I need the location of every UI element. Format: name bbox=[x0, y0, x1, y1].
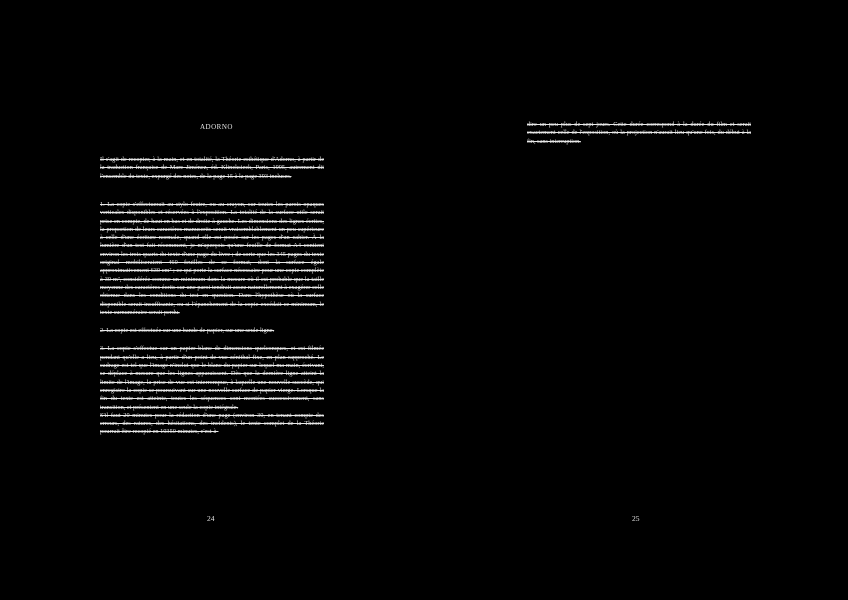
continuation-text: dire un peu plus de sept jours. Cette durée correspond à la durée du film et serait exactement celle de l'exposition, où la projection n'aurait lieu qu'une fois, du début à la fin, sans interruption. bbox=[527, 121, 751, 145]
page-number-left: 24 bbox=[207, 514, 215, 523]
paragraph-3: 3. La copie s'effectue sur un papier blanc de dimensions quelconques, et est filmée pendant qu'elle a lieu, à partir d'un point de vue zénithal fixe, en plan rapproché. Le cadrage est tel que l'image n'inclut que le blanc du papier sur lequel ma main, écrivant, se déplace à mesure que les lignes apparaissent. Dès que la dernière ligne atteint la limite de l'image, la prise de vue est interrompue, à laquelle une nouvelle succède, qui enregistre la copie se poursuivant sur une nouvelle surface de papier vierge. Lorsque la fin du texte est atteinte, toutes les séquences sont montées successivement, sans transition, et présentent en une seule la copie intégrale. bbox=[100, 345, 324, 411]
intro-paragraph bbox=[100, 156, 324, 181]
running-head: ADORNO bbox=[200, 123, 233, 131]
body-text bbox=[100, 201, 324, 437]
right-page bbox=[424, 0, 848, 600]
paragraph-1: 1. La copie s'effectuerait au stylo feutre, ou au crayon, sur toutes les parois opaques verticales disponibles et réservées à l'exposition. La totalité de la surface utile serait prise en compte, de haut en bas et de droite à gauche. Les dimensions des lignes écrites, la proportion de leurs caractères manuscrits serait vraisemblablement un peu supérieure à celle d'une écriture normale, quand elle est posée sur les pages d'un cahier. À la lumière d'un test fait récemment, je m'aperçois qu'une feuille de format A4 contient environ les trois quarts du texte d'une page du livre ; de sorte que les 345 pages du texte original mobiliseraient 460 feuilles de ce format, dont la surface égale approximativement 630 cm² ; ce qui porte la surface nécessaire pour une copie complète à 30 m², considérée comme un minimum dans la mesure où il est probable que la taille moyenne des caractères écrits sur une paroi tendrait assez naturellement à exagérer celle obtenue dans les conditions du test en question. Dans l'hypothèse où la surface disponible serait insuffisante, ou si l'épanchement de la copie excédait ce minimum, le texte surnuméraire serait perdu. bbox=[100, 201, 324, 316]
page-number-right: 25 bbox=[632, 514, 640, 523]
intro-text: Il s'agit de recopier, à la main, et en totalité, la Théorie esthétique d'Adorno, à partir de la traduction française de Marc Jiménez, éd. Klincksieck, Paris, 1995, autrement dit l'ensemble du texte, expurgé des notes, de la page 15 à la page 393 incluses. bbox=[100, 156, 324, 180]
continuation-paragraph bbox=[527, 121, 751, 146]
paragraph-2: 2. La copie est effectuée sur une bande de papier, sur une seule ligne. bbox=[100, 327, 275, 335]
paragraph-4: S'il faut 20 minutes pour la rédaction d'une page (environ 30, en tenant compte des erreurs, des ratures, des hésitations, des incidents), le texte complet de la Théorie pourrait être recopié en 10350 minutes, c'est-à- bbox=[100, 411, 324, 436]
